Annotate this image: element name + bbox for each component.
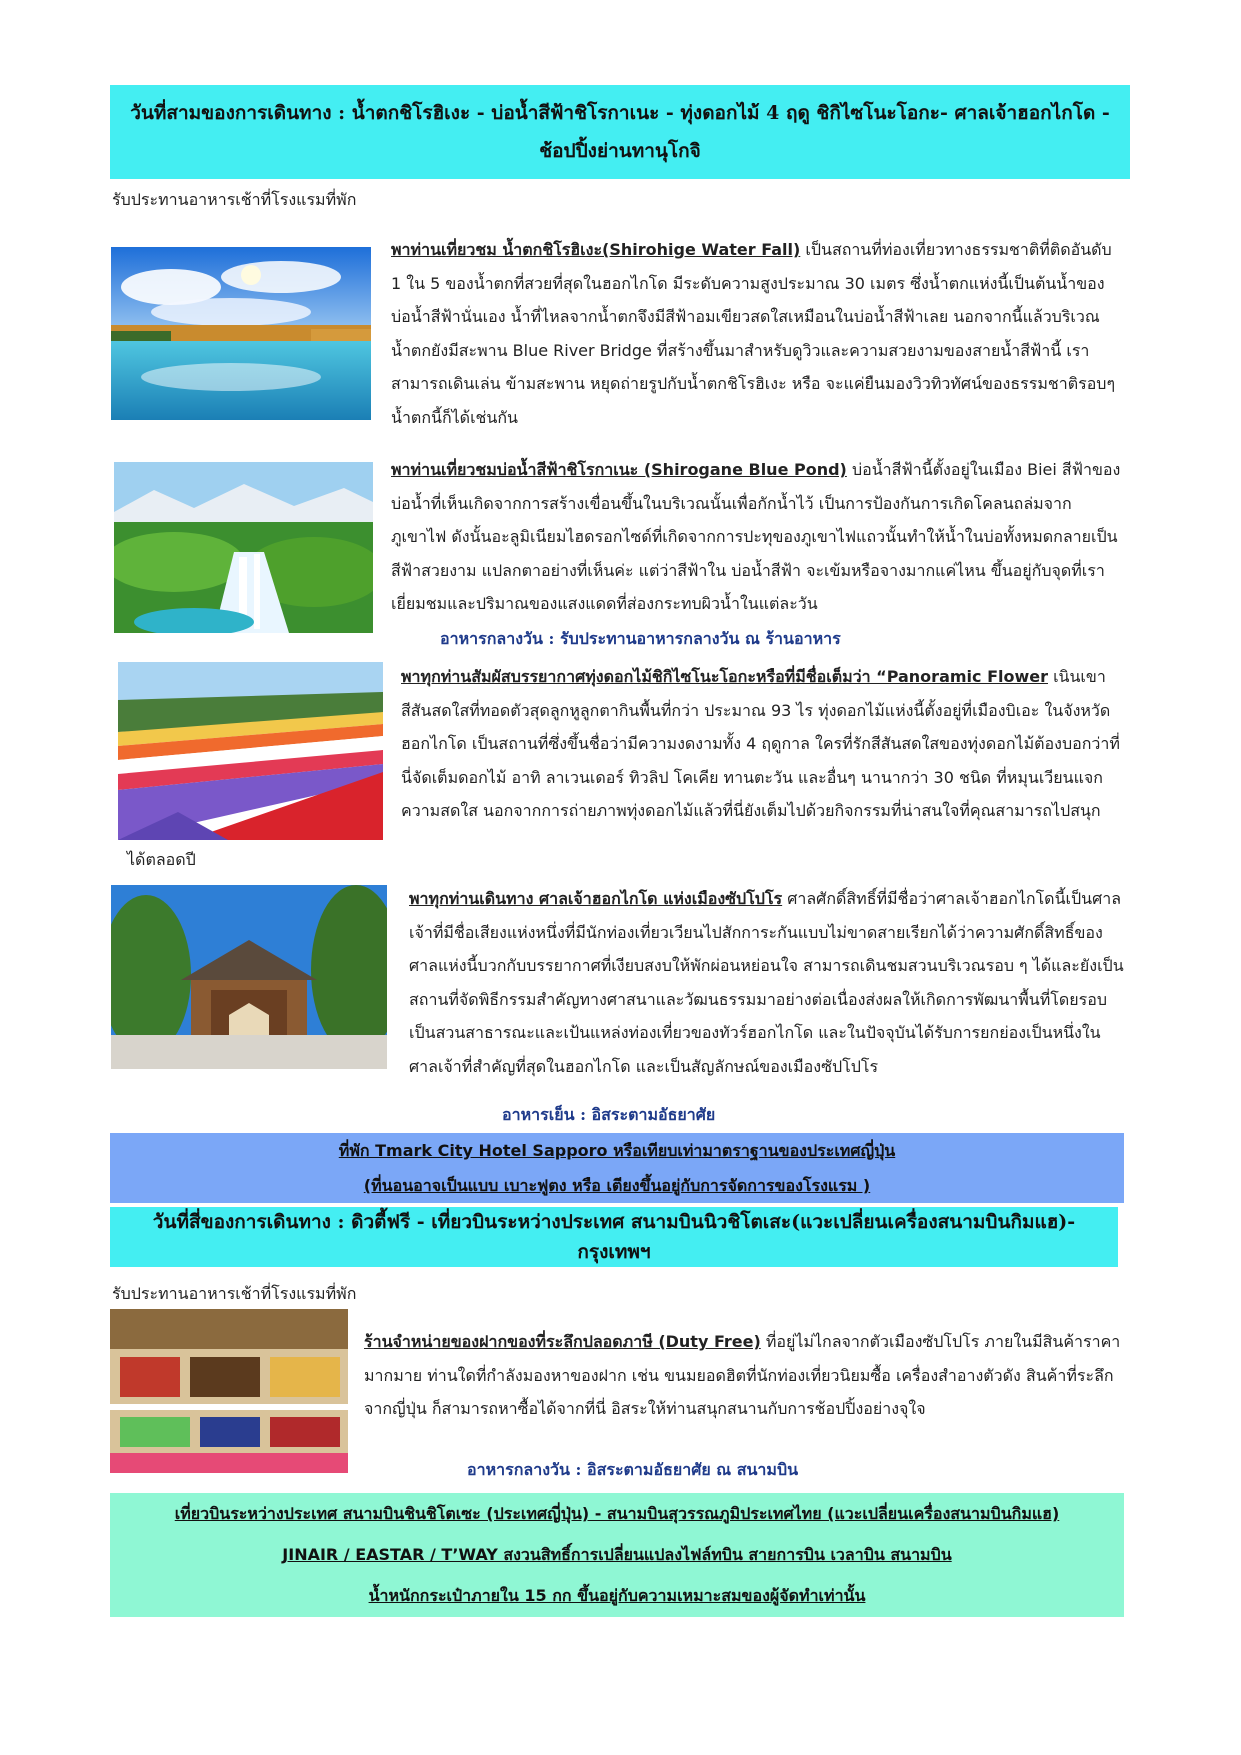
shikisai-paragraph [401, 660, 1126, 828]
flight-info-band [110, 1493, 1124, 1617]
shikisai-flower-field-photo [118, 662, 383, 840]
hotel-line-2: (ที่นอนอาจเป็นแบบ เบาะฟูตง หรือ เตียงขึ้นอยู่กับการจัดการของโรงแรม ) [363, 1176, 871, 1195]
duty-free-shop-photo [110, 1309, 348, 1473]
shirohige-text: เป็นสถานที่ท่องเที่ยวทางธรรมชาติที่ติดอันดับ 1 ใน 5 ของน้ำตกที่สวยที่สุดในฮอกไกโด มีระดับความสูงประมาณ 30 เมตร ซึ่งน้ำตกแห่งนี้เป็นต้นน้ำของบ่อน้ำสีฟ้านั่นเอง น้ำที่ไหลจากน้ำตกจึงมีสีฟ้าอมเขียวสดใสเหมือนในบ่อน้ำสีฟ้าเลย นอกจากนี้แล้วบริเวณน้ำตกยังมีสะพาน Blue River Bridge ที่สร้างขึ้นมาสำหรับดูวิวและความสวยงามของสายน้ำสีฟ้านี้ เราสามารถเดินเล่น ข้ามสะพาน หยุดถ่ายรูปกับน้ำตกชิโรฮิเงะ หรือ จะแค่ยืนมองวิวทิวทัศน์ของธรรมชาติรอบๆ น้ำตกนี้ก็ได้เช่นกัน [391, 240, 1116, 427]
duty-free-text: ที่อยู่ไม่ไกลจากตัวเมืองซัปโปโร ภายในมีสินค้าราคามากมาย ท่านใดที่กำลังมองหาของฝาก เช่น ขนมยอดฮิตที่นักท่องเที่ยวนิยมซื้อ เครื่องสำอางตัวดัง สินค้าที่ระลึกจากญี่ปุ่น ก็สามารถหาซื้อได้จากที่นี่ อิสระให้ท่านสนุกสนานกับการช้อปปิ้งอย่างจุใจ [364, 1332, 1121, 1418]
shrine-text: ศาลศักดิ์สิทธิ์ที่มีชื่อว่าศาลเจ้าฮอกไกโดนี้เป็นศาลเจ้าที่มีชื่อเสียงแห่งหนึ่งที่มีนักท่องเที่ยวเวียนไปสักการะกันแบบไม่ขาดสายเรียกได้ว่าความศักดิ์สิทธิ์ของศาลแห่งนี้บวกกับบรรยากาศที่เงียบสงบให้พักผ่อนหย่อนใจ สามารถเดินชมสวนบริเวณรอบ ๆ ได้และยังเป็นสถานที่จัดพิธีกรรมสำคัญทางศาสนาและวัฒนธรรมมาอย่างต่อเนื่องส่งผลให้เกิดการพัฒนาพื้นที่โดยรอบเป็นสวนสาธารณะและเป้นแหล่งท่องเที่ยวของทัวร์ฮอกไกโด และในปัจจุบันได้รับการยกย่องเป็นหนึ่งในศาลเจ้าที่สำคัญที่สุดในฮอกไกโด และเป็นสัญลักษณ์ของเมืองซัปโปโร [409, 889, 1124, 1076]
day3-title-banner [110, 85, 1130, 179]
shirogane-text: บ่อน้ำสีฟ้านี้ตั้งอยู่ในเมือง Biei สีฟ้าของบ่อน้ำที่เห็นเกิดจากการสร้างเขื่อนขึ้นในบริเวณนั้นเพื่อกักน้ำไว้ เป็นการป้องกันการเกิดโคลนถล่มจากภูเขาไฟ ดังนั้นอะลูมิเนียมไฮดรอกไซด์ที่เกิดจากการปะทุของภูเขาไฟแถวนั้นทำให้น้ำในบ่อทั้งหมดกลายเป็นสีฟ้าสวยงาม แปลกตาอย่างที่เห็นค่ะ แต่ว่าสีฟ้าใน บ่อน้ำสีฟ้า จะเข้มหรือจางมากแค่ไหน ขึ้นอยู่กับจุดที่เราเยี่ยมชมและปริมาณของแสงแดดที่ส่องกระทบผิวน้ำในแต่ละวัน [391, 460, 1121, 613]
shirohige-paragraph [391, 233, 1126, 434]
shirohige-heading: พาท่านเที่ยวชม น้ำตกชิโรฮิเงะ(Shirohige Water Fall) [391, 240, 801, 259]
day4-title-banner [110, 1207, 1118, 1267]
flight-line-2: JINAIR / EASTAR / T’WAY สงวนสิทธิ์การเปลี่ยนแปลงไฟล์ทบิน สายการบิน เวลาบิน สนามบิน [282, 1545, 952, 1564]
day4-breakfast: รับประทานอาหารเช้าที่โรงแรมที่พัก [112, 1284, 357, 1303]
flight-line-1: เที่ยวบินระหว่างประเทศ สนามบินชินชิโตเซะ (ประเทศญี่ปุ่น) - สนามบินสุวรรณภูมิประเทศไทย (แวะเปลี่ยนเครื่องสนามบินกิมแฮ) [174, 1504, 1060, 1523]
hotel-line-1: ที่พัก Tmark City Hotel Sapporo หรือเทียบเท่ามาตราฐานของประเทศญี่ปุ่น [338, 1141, 896, 1160]
day3-title: วันที่สามของการเดินทาง : น้ำตกชิโรฮิเงะ - บ่อน้ำสีฟ้าชิโรกาเนะ - ทุ่งดอกไม้ 4 ฤดู ชิกิไซโนะโอกะ- ศาลเจ้าฮอกไกโด - ช้อปปิ้งย่านทานุโกจิ [130, 102, 1110, 162]
day3-breakfast: รับประทานอาหารเช้าที่โรงแรมที่พัก [112, 190, 357, 209]
shirogane-blue-pond-photo [114, 462, 373, 633]
duty-free-paragraph [364, 1325, 1126, 1426]
shirohige-waterfall-photo [111, 247, 371, 420]
day3-lunch-note: อาหารกลางวัน : รับประทานอาหารกลางวัน ณ ร้านอาหาร [440, 629, 841, 648]
shrine-paragraph [409, 882, 1126, 1083]
duty-free-heading: ร้านจำหน่ายของฝากของที่ระลึกปลอดภาษี (Duty Free) [364, 1332, 761, 1351]
shikisai-text-tail: ได้ตลอดปี [127, 850, 196, 869]
shirogane-paragraph [391, 453, 1126, 621]
day4-title: วันที่สี่ของการเดินทาง : ดิวตี้ฟรี - เที่ยวบินระหว่างประเทศ สนามบินนิวชิโตเสะ(แวะเปลี่ยนเครื่องสนามบินกิมแฮ)-กรุงเทพฯ [152, 1211, 1076, 1263]
shikisai-text: เนินเขาสีสันสดใสที่ทอดตัวสุดลูกหูลูกตากินพื้นที่กว่า ประมาณ 93 ไร ทุ่งดอกไม้แห่งนี้ตั้งอยู่ที่เมืองบิเอะ ในจังหวัดฮอกไกโด เป็นสถานที่ซึ่งขึ้นชื่อว่ามีความงดงามทั้ง 4 ฤดูกาล ใครที่รักสีสันสดใสของทุ่งดอกไม้ต้องบอกว่าที่นี่จัดเต็มดอกไม้ อาทิ ลาเวนเดอร์ ทิวลิป โคเคีย ทานตะวัน และอื่นๆ นานากว่า 30 ชนิด ที่หมุนเวียนแจกความสดใส นอกจากการถ่ายภาพทุ่งดอกไม้แล้วที่นี่ยังเต็มไปด้วยกิจกรรมที่น่าสนใจที่คุณสามารถไปสนุก [401, 667, 1120, 820]
flight-line-3: น้ำหนักกระเป๋าภายใน 15 กก ขึ้นอยู่กับความเหมาะสมของผู้จัดทำเท่านั้น [368, 1586, 866, 1605]
shirogane-heading: พาท่านเที่ยวชมบ่อน้ำสีฟ้าชิโรกาเนะ (Shirogane Blue Pond) [391, 460, 847, 479]
day3-dinner-note: อาหารเย็น : อิสระตามอัธยาศัย [502, 1105, 716, 1124]
shikisai-heading: พาทุกท่านสัมผัสบรรยากาศทุ่งดอกไม้ชิกิไซโนะโอกะหรือที่มีชื่อเต็มว่า “Panoramic Flower [401, 667, 1048, 686]
day4-lunch-note: อาหารกลางวัน : อิสระตามอัธยาศัย ณ สนามบิน [467, 1460, 799, 1479]
shrine-heading: พาทุกท่านเดินทาง ศาลเจ้าฮอกไกโด แห่งเมืองซัปโปโร [409, 889, 783, 908]
hokkaido-shrine-photo [111, 885, 387, 1069]
hotel-info-band [110, 1133, 1124, 1203]
